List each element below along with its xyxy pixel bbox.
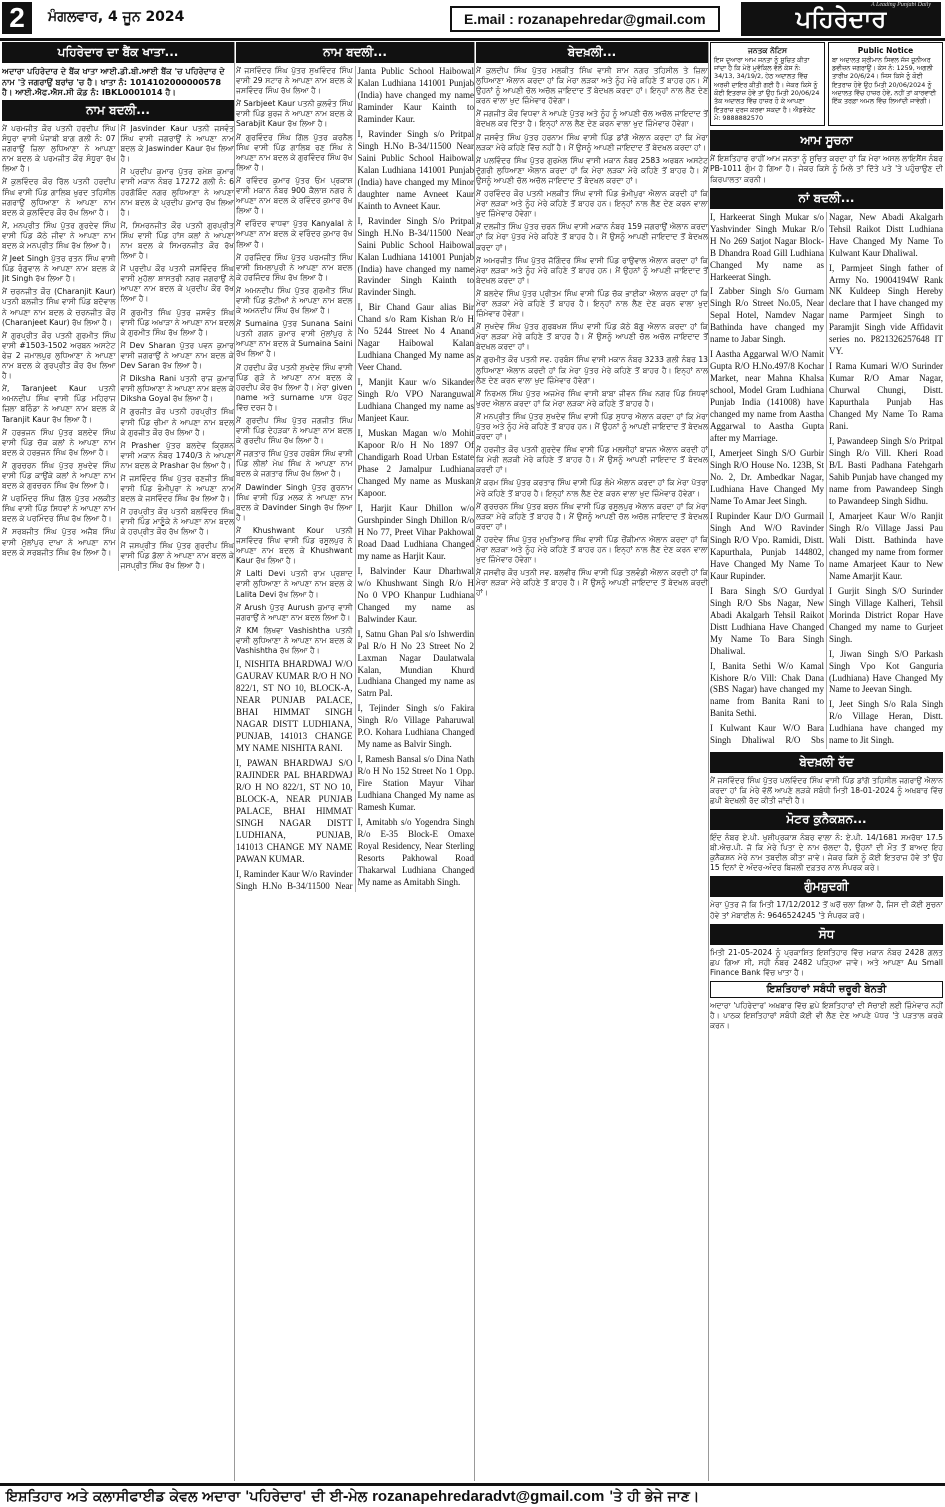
english-name-change-item: I Rama Kumari W/O Surinder Kumar R/O Amar Nagar, Churwal Chungi, Distt. Kapurthala Punjab Has Changed My Name To Rama Rani. [829,361,943,432]
name-change-list-2 [236,66,474,892]
name-change-item: ਮੈਂ ਗੁਰਵਿੰਦਰ ਸਿੰਘ ਗਿੱਲ ਪੁੱਤਰ ਕਰਨੈਲ ਸਿੰਘ ਵਾਸੀ ਪਿੰਡ ਗਾਲਿਬ ਰਣ ਸਿੰਘ ਨੇ ਆਪਣਾ ਨਾਮ ਬਦਲ ਕੇ ਗੁਰਵਿੰਦਰ ਸਿੰਘ ਰੱਖ ਲਿਆ ਹੈ। [236,132,353,172]
correction-heading: ਸੋਧ [710,924,943,945]
name-change-item: ਮੈਂ ਗੁਰਮੀਤ ਸਿੰਘ ਪੁੱਤਰ ਜਸਵੰਤ ਸਿੰਘ ਵਾਸੀ ਪਿੰਡ ਅਖਾੜਾ ਨੇ ਆਪਣਾ ਨਾਮ ਬਦਲ ਕੇ ਗੁਰਮੀਤ ਸਿੰਘ ਰੱਖ ਲਿਆ ਹੈ। [120,307,235,337]
general-notice-text: ਮੈਂ ਇਸ਼ਤਿਹਾਰ ਰਾਹੀਂ ਆਮ ਜਨਤਾ ਨੂੰ ਸੂਚਿਤ ਕਰਦਾ ਹਾਂ ਕਿ ਮੇਰਾ ਅਸਲ ਲਾਇਸੈਂਸ ਨੰਬਰ PB-1011 ਗੁੰਮ ਹੋ ਗਿਆ ਹੈ। ਜੇਕਰ ਕਿਸੇ ਨੂੰ ਮਿਲੇ ਤਾਂ ਦਿੱਤੇ ਪਤੇ 'ਤੇ ਪਹੁੰਚਾਉਣ ਦੀ ਕਿਰਪਾਲਤਾ ਕਰਨੀ। [710,154,943,184]
name-change-item: ਮੈਂ Jeet Singh ਪੁੱਤਰ ਰਤਨ ਸਿੰਘ ਵਾਸੀ ਪਿੰਡ ਰੰਗੂਵਾਲ ਨੇ ਆਪਣਾ ਨਾਮ ਬਦਲ ਕੇ Jit Singh ਰੱਖ ਲਿਆ ਹੈ। [2,254,116,284]
name-change-heading: ਨਾਮ ਬਦਲੀ... [2,100,234,121]
name-change-item: ਮੈਂ, ਸਿਮਰਨਜੀਤ ਕੌਰ ਪਤਨੀ ਗੁਰਪ੍ਰੀਤ ਸਿੰਘ ਵਾਸੀ ਪਿੰਡ ਹਾਂਸ ਕਲਾਂ ਨੇ ਆਪਣਾ ਨਾਮ ਬਦਲ ਕੇ ਸਿਮਰਨਜੀਤ ਕੌਰ ਰੱਖ ਲਿਆ ਹੈ। [120,220,234,261]
english-name-change-item: I, Tejinder Singh s/o Fakira Singh R/o Village Paharuwal P.O. Kohara Ludhiana Changed My name as Balvir Singh. [357,703,474,750]
footer-text: ਇਸ਼ਤਿਹਾਰ ਅਤੇ ਕਲਾਸੀਫਾਈਡ ਕੇਵਲ ਅਦਾਰਾ 'ਪਹਿਰੇਦਾਰ' ਦੀ ਈ-ਮੇਲ [6,1489,368,1505]
column-3 [476,42,709,1481]
english-name-change-item: I Bara Singh S/O Gurdyal Singh R/O Sbs Nagar, New Abadi Akalgarh Tehsil Raikot Distt Ludhiana Have Changed My Name To Bara Singh Dhaliwal. [710,585,824,656]
disinheritance-item: ਮੈਂ ਹਰਜੀਤ ਕੌਰ ਪਤਨੀ ਗੁਰਦੇਵ ਸਿੰਘ ਵਾਸੀ ਪਿੰਡ ਮਲਸੀਹਾਂ ਬਾਜਨ ਐਲਾਨ ਕਰਦੀ ਹਾਂ ਕਿ ਮੇਰੀ ਲੜਕੀ ਮੇਰੇ ਕਹਿਣੇ ਤੋਂ ਬਾਹਰ ਹੈ। ਮੈਂ ਉਸਨੂੰ ਆਪਣੀ ਜਾਇਦਾਦ ਤੋਂ ਬੇਦਖ਼ਲ ਕਰਦੀ ਹਾਂ। [476,445,708,475]
disinheritance-heading: ਬੇਦਖ਼ਲੀ... [476,42,708,63]
english-name-change-item: I, Balvinder Kaur Dharhwal w/o Khushwant Singh R/o H No 0 VPO Khanpur Ludhiana Changed my name as Balwinder Kaur. [357,565,474,624]
english-name-change-item: I, Raminder Kaur W/o Ravinder Singh H.No B-34/11500 Near Janta Public School Haibowal Kalan Ludhiana 141001 Punjab (India) have changed my name Raminder Kaur Kainth to Raminder Kaur. [236,66,474,891]
bank-account-text: ਅਦਾਰਾ ਪਹਿਰੇਦਾਰ ਦੇ ਬੈਂਕ ਖਾਤਾ ਆਈ.ਡੀ.ਬੀ.ਆਈ ਬੈਂਕ 'ਚ ਪਹਿਰੇਦਾਰ ਦੇ ਨਾਮ 'ਤੇ ਜਗਰਾਉਂ ਬਰਾਂਚ 'ਚ ਹੈ। ਖਾਤਾ ਨੰ: 1014102000000578 ਹੈ। ਆਈ.ਐਫ.ਐਸ.ਸੀ ਕੋਡ ਨੰ: IBKL0001014 ਹੈ। [2,66,225,98]
name-change-item: ਮੈਂ Sarbjeet Kaur ਪਤਨੀ ਕੁਲਵੰਤ ਸਿੰਘ ਵਾਸੀ ਪਿੰਡ ਬੁਰਜ ਨੇ ਆਪਣਾ ਨਾਮ ਬਦਲ ਕੇ Sarabjit Kaur ਰੱਖ ਲਿਆ ਹੈ। [236,99,353,129]
masthead-tagline: A Leading Punjabi Daily [870,2,931,8]
disinheritance-cancel-heading: ਬੇਦਖ਼ਲੀ ਰੱਦ [710,752,943,773]
motor-connection-text: ਇੰਦ ਨੰਬਰ ਏ.ਪੀ. ਖੁਸ਼ੀਪ੍ਰਕਾਸ਼ ਨੰਬਰ ਵਾਲਾ ਨੰ: ਏ.ਪੀ. 14/1681 ਸਮਰੱਥਾ 17.5 ਬੀ.ਐਚ.ਪੀ. ਜੋ ਕਿ ਮੇਰੇ ਪਿਤਾ ਦੇ ਨਾਮ ਚੱਲਦਾ ਹੈ, ਉਹਨਾਂ ਦੀ ਮੌਤ ਤੋਂ ਬਾਅਦ ਇਹ ਕੁਨੈਕਸ਼ਨ ਮੇਰੇ ਨਾਮ ਤਬਦੀਲ ਕੀਤਾ ਜਾਵੇ। ਜੇਕਰ ਕਿਸੇ ਨੂੰ ਕੋਈ ਇਤਰਾਜ਼ ਹੋਵੇ ਤਾਂ ਉਹ 15 ਦਿਨਾਂ ਦੇ ਅੰਦਰ-ਅੰਦਰ ਬਿਜਲੀ ਦਫ਼ਤਰ ਨਾਲ ਸੰਪਰਕ ਕਰੇ। [710,833,943,873]
name-change-item: ਮੈਂ Diksha Rani ਪਤਨੀ ਰਾਜ ਕੁਮਾਰ ਵਾਸੀ ਲੁਧਿਆਣਾ ਨੇ ਆਪਣਾ ਨਾਮ ਬਦਲ ਕੇ Diksha Goyal ਰੱਖ ਲਿਆ ਹੈ। [120,374,235,404]
disinheritance-item: ਮੈਂ ਗੁਰਚਰਨ ਸਿੰਘ ਪੁੱਤਰ ਬਚਨ ਸਿੰਘ ਵਾਸੀ ਪਿੰਡ ਰਸੂਲਪੁਰ ਐਲਾਨ ਕਰਦਾ ਹਾਂ ਕਿ ਮੇਰਾ ਲੜਕਾ ਮੇਰੇ ਕਹਿਣੇ ਤੋਂ ਬਾਹਰ ਹੈ। ਮੈਂ ਉਸਨੂੰ ਆਪਣੀ ਚੱਲ ਅਚੱਲ ਜਾਇਦਾਦ ਤੋਂ ਬੇਦਖ਼ਲ ਕਰਦਾ ਹਾਂ। [476,501,708,531]
name-change-item: ਮੈਂ Khushwant Kour ਪਤਨੀ ਜਸਵਿੰਦਰ ਸਿੰਘ ਵਾਸੀ ਪਿੰਡ ਰਸੂਲਪੁਰ ਨੇ ਆਪਣਾ ਨਾਮ ਬਦਲ ਕੇ Khushwant Kaur ਰੱਖ ਲਿਆ ਹੈ। [236,525,353,566]
english-name-change-item: I, Amitabh s/o Yogendra Singh R/o E-35 Block-E Omaxe Royal Residency, Near Sterling Resorts Pakhowal Road Thakarwal Ludhiana Changed My name as Amitabh Singh. [357,817,474,887]
page-number: 2 [2,2,32,34]
name-change-heading-2: ਨਾਮ ਬਦਲੀ... [236,42,474,63]
english-name-change-item: I, Bir Chand Gaur alias Bir Chand s/o Ram Kishan R/o H No 5244 Street No 4 Anand Nagar Haibowal Kalan Ludhiana Changed My name as Veer Chand. [357,302,474,373]
footer-suffix: 'ਤੇ ਹੀ ਭੇਜੇ ਜਾਣ। [609,1489,700,1505]
public-notice-2-title: Public Notice [857,46,914,55]
english-name-change-item: I, Parmjeet Singh father of Army No. 19004194W Rank NK Kuldeep Singh Hereby declare that I have changed my name Parmjeet Singh to Paramjit Singh vide Affidavit series no. P821326257648 IT VY. [829,262,943,357]
name-change-item: ਮੈਂ KM ਲਿਖਵਾ Vashishtha ਪਤਨੀ ਵਾਸੀ ਲੁਧਿਆਣਾ ਨੇ ਆਪਣਾ ਨਾਮ ਬਦਲ ਕੇ Vashishtha ਰੱਖ ਲਿਆ ਹੈ। [236,625,353,655]
ad-request-heading: ਇਸ਼ਤਿਹਾਰਾਂ ਸਬੰਧੀ ਜ਼ਰੂਰੀ ਬੇਨਤੀ [710,981,943,998]
name-change-item: ਮੈਂ ਜਸਵਿੰਦਰ ਸਿੰਘ ਪੁੱਤਰ ਸੁਖਵਿੰਦਰ ਸਿੰਘ ਵਾਸੀ 29 ਸਟਾਰ ਨੇ ਆਪਣਾ ਨਾਮ ਬਦਲ ਕੇ ਜਸਵਿੰਦਰ ਸਿੰਘ ਰੱਖ ਲਿਆ ਹੈ। [236,66,353,96]
name-change-item: ਮੈਂ, ਮਨਪ੍ਰੀਤ ਸਿੰਘ ਪੁੱਤਰ ਗੁਰਦੇਵ ਸਿੰਘ ਵਾਸੀ ਪਿੰਡ ਕੋਠੇ ਜੀਵਾ ਨੇ ਆਪਣਾ ਨਾਮ ਬਦਲ ਕੇ ਮਨਪ੍ਰੀਤ ਸਿੰਘ ਰੱਖ ਲਿਆ ਹੈ। [2,220,116,250]
disinheritance-item: ਮੈਂ ਜਗਜੀਤ ਕੌਰ ਵਿਧਵਾ ਨੇ ਆਪਣੇ ਪੁੱਤਰ ਅਤੇ ਨੂੰਹ ਨੂੰ ਆਪਣੀ ਚੱਲ ਅਚੱਲ ਜਾਇਦਾਦ ਤੋਂ ਬੇਦਖ਼ਲ ਕਰ ਦਿੱਤਾ ਹੈ। ਇਨ੍ਹਾਂ ਨਾਲ ਲੈਣ ਦੇਣ ਕਰਨ ਵਾਲਾ ਖੁਦ ਜ਼ਿੰਮੇਵਾਰ ਹੋਵੇਗਾ। [476,109,708,129]
public-notice-2-text: ਬਾ ਅਦਾਲਤ ਸ਼੍ਰੀਮਾਨ ਸਿਵਲ ਜੱਜ ਜੂਨੀਅਰ ਡਵੀਜ਼ਨ ਜਗਰਾਉਂ। ਕੇਸ ਨੰ: 1259, ਅਗਲੀ ਤਾਰੀਖ਼ 20/6/24। ਜਿਸ ਕਿਸੇ ਨੂੰ ਕੋਈ ਇਤਰਾਜ਼ ਹੋਵੇ ਉਹ ਮਿਤੀ 20/06/2024 ਨੂੰ ਅਦਾਲਤ ਵਿੱਚ ਹਾਜ਼ਰ ਹੋਵੇ, ਨਹੀਂ ਤਾਂ ਕਾਰਵਾਈ ਇੱਕ ਤਰਫ਼ਾ ਅਮਲ ਵਿੱਚ ਲਿਆਂਦੀ ਜਾਵੇਗੀ। [832,55,937,106]
name-change-item: ਮੈਂ ਜਗਤਾਰ ਸਿੰਘ ਪੁੱਤਰ ਹਰਬੰਸ ਸਿੰਘ ਵਾਸੀ ਪਿੰਡ ਲੀਲਾਂ ਮੇਘ ਸਿੰਘ ਨੇ ਆਪਣਾ ਨਾਮ ਬਦਲ ਕੇ ਜਗਤਾਰ ਸਿੰਘ ਰੱਖ ਲਿਆ ਹੈ। [236,449,353,479]
footer-email[interactable]: rozanapehredaradvt@gmail.com [372,1488,605,1505]
english-name-change-item: I, Ravinder Singh s/o Pritpal Singh H.No B-34/11500 Near Saini Public School Haibowal Kalan Ludhiana 141001 Punjab (India) have changed my Minor daughter name Avneet Kaur Kainth to Avneet Kaur. [357,128,474,211]
english-name-change-list [710,212,943,749]
name-change-item: ਮੈਂ ਗੁਰਦੀਪ ਸਿੰਘ ਪੁੱਤਰ ਜਗਜੀਤ ਸਿੰਘ ਵਾਸੀ ਪਿੰਡ ਦੇਹੜਕਾ ਨੇ ਆਪਣਾ ਨਾਮ ਬਦਲ ਕੇ ਗੁਰਦੀਪ ਸਿੰਘ ਰੱਖ ਲਿਆ ਹੈ। [236,416,353,446]
english-name-change-item: I Aastha Aggarwal W/O Namit Gupta R/O H.No.497/8 Kochar Market, near Mahna Khalsa school, Model Gram Ludhiana Punjab India (141008) have changed my name from Aastha Aggarwal to Aastha Gupta after my Marriage. [710,349,824,444]
public-notice-1 [710,42,825,126]
english-name-change-item: I, Banita Sethi W/o Kamal Kishore R/o Vill: Chak Dana (SBS Nagar) have changed my name from Banita Rani to Banita Sethi. [710,660,824,719]
name-change-item: ਮੈਂ ਸਰਬਜੀਤ ਸਿੰਘ ਪੁੱਤਰ ਅਜੈਬ ਸਿੰਘ ਵਾਸੀ ਮੁੱਲਾਂਪੁਰ ਦਾਖਾ ਨੇ ਆਪਣਾ ਨਾਮ ਬਦਲ ਕੇ ਸਰਬਜੀਤ ਸਿੰਘ ਰੱਖ ਲਿਆ ਹੈ। [2,527,116,557]
public-notice-1-title: ਜਨਤਕ ਨੋਟਿਸ [747,46,788,55]
name-change-item: ਮੈਂ ਹਰਜਿੰਦਰ ਸਿੰਘ ਪੁੱਤਰ ਪਰਮਜੀਤ ਸਿੰਘ ਵਾਸੀ ਸ਼ਿਮਲਾਪੁਰੀ ਨੇ ਆਪਣਾ ਨਾਮ ਬਦਲ ਕੇ ਹਰਜਿੰਦਰ ਸਿੰਘ ਰੱਖ ਲਿਆ ਹੈ। [236,252,353,282]
name-change-item: ਮੈਂ ਜਸਵਿੰਦਰ ਸਿੰਘ ਪੁੱਤਰ ਰਣਜੀਤ ਸਿੰਘ ਵਾਸੀ ਪਿੰਡ ਭੰਮੀਪੁਰਾ ਨੇ ਆਪਣਾ ਨਾਮ ਬਦਲ ਕੇ ਜਸਵਿੰਦਰ ਸਿੰਘ ਰੱਖ ਲਿਆ ਹੈ। [120,473,234,504]
page-footer [0,1483,945,1507]
ad-request-text: ਅਦਾਰਾ 'ਪਹਿਰੇਦਾਰ' ਅਖ਼ਬਾਰ ਵਿੱਚ ਛਪੇ ਇਸ਼ਤਿਹਾਰਾਂ ਦੀ ਸੱਚਾਈ ਲਈ ਜ਼ਿੰਮੇਵਾਰ ਨਹੀਂ ਹੈ। ਪਾਠਕ ਇਸ਼ਤਿਹਾਰਾਂ ਸਬੰਧੀ ਕੋਈ ਵੀ ਲੈਣ ਦੇਣ ਆਪਣੇ ਪੱਧਰ 'ਤੇ ਪੜਤਾਲ ਕਰਕੇ ਕਰਨ। [710,1000,943,1031]
name-change-item: ਮੈਂ ਹਰਪ੍ਰੀਤ ਕੌਰ ਪਤਨੀ ਬਲਵਿੰਦਰ ਸਿੰਘ ਵਾਸੀ ਪਿੰਡ ਮਾਣੂੰਕੇ ਨੇ ਆਪਣਾ ਨਾਮ ਬਦਲ ਕੇ ਹਰਪ੍ਰੀਤ ਕੌਰ ਰੱਖ ਲਿਆ ਹੈ। [120,507,234,537]
english-name-change-item: I, Ravinder Singh S/o Pritpal Singh H.No B-34/11500 Near Saini Public School Haibowal Kalan Ludhiana 141001 Punjab (India) have changed my name Ravinder Singh Kainth to Ravinder Singh. [357,215,474,298]
name-change-item: ਮੈਂ ਵਰਿੰਦਰ ਵਾਧਵਾ ਪੁੱਤਰ Kanyalal ਨੇ ਆਪਣਾ ਨਾਮ ਬਦਲ ਕੇ ਵਰਿੰਦਰ ਕੁਮਾਰ ਰੱਖ ਲਿਆ ਹੈ। [236,219,353,249]
column-1 [2,42,235,1481]
name-change-item: ਮੈਂ Dawinder Singh ਪੁੱਤਰ ਗੁਰਨਾਮ ਸਿੰਘ ਵਾਸੀ ਪਿੰਡ ਮਲਕ ਨੇ ਆਪਣਾ ਨਾਮ ਬਦਲ ਕੇ Davinder Singh ਰੱਖ ਲਿਆ ਹੈ। [236,482,353,522]
masthead-title: ਪਹਿਰੇਦਾਰ [795,5,887,33]
name-change-item: ਮੈਂ ਹਰਭਜਨ ਸਿੰਘ ਪੁੱਤਰ ਬਲਦੇਵ ਸਿੰਘ ਵਾਸੀ ਪਿੰਡ ਚੱਕ ਕਲਾਂ ਨੇ ਆਪਣਾ ਨਾਮ ਬਦਲ ਕੇ ਹਰਭਜਨ ਸਿੰਘ ਰੱਖ ਲਿਆ ਹੈ। [2,427,116,457]
english-name-change-item: I, Harjit Kaur Dhillon w/o Gurshpinder Singh Dhillon R/o H No 77, Preet Vihar Pakhowal Road Daad Ludhiana Changed my name as Harjit Kaur. [357,502,474,561]
name-change-item: ਮੈਂ ਗੁਰਪ੍ਰੀਤ ਕੌਰ ਪਤਨੀ ਗੁਰਮੀਤ ਸਿੰਘ ਵਾਸੀ #1503-1502 ਅਰਬਨ ਅਸਟੇਟ ਫੇਜ਼ 2 ਜਮਾਲਪੁਰ ਲੁਧਿਆਣਾ ਨੇ ਆਪਣਾ ਨਾਮ ਬਦਲ ਕੇ ਗੁਰਪ੍ਰੀਤ ਕੌਰ ਰੱਖ ਲਿਆ ਹੈ। [2,330,116,381]
english-name-change-item: I, Ramesh Bansal s/o Dina Nath R/o H No 152 Street No 1 Opp. Fire Station Mayur Vihar Ludhiana Changed My name as Ramesh Kumar. [357,754,474,813]
general-notice-heading: ਆਮ ਸੂਚਨਾ [710,130,943,151]
disinheritance-item: ਮੈਂ ਬਲਦੇਵ ਸਿੰਘ ਪੁੱਤਰ ਪ੍ਰੀਤਮ ਸਿੰਘ ਵਾਸੀ ਪਿੰਡ ਚੱਕ ਭਾਈਕਾ ਐਲਾਨ ਕਰਦਾ ਹਾਂ ਕਿ ਮੇਰਾ ਲੜਕਾ ਮੇਰੇ ਕਹਿਣੇ ਤੋਂ ਬਾਹਰ ਹੈ। ਇਨ੍ਹਾਂ ਨਾਲ ਲੈਣ ਦੇਣ ਕਰਨ ਵਾਲਾ ਖੁਦ ਜ਼ਿੰਮੇਵਾਰ ਹੋਵੇਗਾ। [476,288,708,319]
english-name-change-item: I, Pawandeep Singh S/o Pritpal Singh R/o Vill. Kheri Road B/L Basti Padhana Fatehgarh Sahib Punjab have changed my name from Pawandeep Singh to Pawandeep Singh Sidhu. [829,436,943,506]
name-change-item: ਮੈਂ ਅਮਨਦੀਪ ਸਿੰਘ ਪੁੱਤਰ ਗੁਰਮੀਤ ਸਿੰਘ ਵਾਸੀ ਪਿੰਡ ਭੱਟੀਆਂ ਨੇ ਆਪਣਾ ਨਾਮ ਬਦਲ ਕੇ ਅਮਨਦੀਪ ਸਿੰਘ ਰੱਖ ਲਿਆ ਹੈ। [236,285,353,316]
english-name-change-item: I, Harkeerat Singh Mukar s/o Yashvinder Singh Mukar R/o H No 269 Satjot Nagar Block-B Dhandra Road Gill Ludhiana Changed My name as Harkeerat Singh. [710,211,824,282]
public-notice-1-text: ਇਸ ਦੁਆਰਾ ਆਮ ਜਨਤਾ ਨੂੰ ਸੂਚਿਤ ਕੀਤਾ ਜਾਂਦਾ ਹੈ ਕਿ ਮੇਰੇ ਮੁਵੱਕਿਲ ਵੱਲੋਂ ਕੇਸ ਨੰ: 34/13, 34/19/2, ਹੇਠ ਅਦਾਲਤ ਵਿੱਚ ਅਰਜ਼ੀ ਦਾਇਰ ਕੀਤੀ ਗਈ ਹੈ। ਜੇਕਰ ਕਿਸੇ ਨੂੰ ਕੋਈ ਇਤਰਾਜ਼ ਹੋਵੇ ਤਾਂ ਉਹ ਮਿਤੀ 20/06/24 ਤੱਕ ਅਦਾਲਤ ਵਿੱਚ ਹਾਜ਼ਰ ਹੋ ਕੇ ਆਪਣਾ ਇਤਰਾਜ਼ ਦਰਜ ਕਰਵਾ ਸਕਦਾ ਹੈ। ਐਡਵੋਕੇਟ ਮੋ: 9888882570 [714,55,820,123]
name-change-item: ਮੈਂ Sumaina ਪੁੱਤਰ Sunana Saini ਪਤਨੀ ਗਗਨ ਕੁਮਾਰ ਵਾਸੀ ਮੁੱਲਾਂਪੁਰ ਨੇ ਆਪਣਾ ਨਾਮ ਬਦਲ ਕੇ Sumaina Saini ਰੱਖ ਲਿਆ ਹੈ। [236,319,353,359]
name-change-item: ਮੈਂ ਗੁਰਚਰਨ ਸਿੰਘ ਪੁੱਤਰ ਸੁਖਦੇਵ ਸਿੰਘ ਵਾਸੀ ਪਿੰਡ ਕਾਉਂਕੇ ਕਲਾਂ ਨੇ ਆਪਣਾ ਨਾਮ ਬਦਲ ਕੇ ਗੁਰਚਰਨ ਸਿੰਘ ਰੱਖ ਲਿਆ ਹੈ। [2,460,116,491]
name-change-item: ਮੈਂ ਪ੍ਰਦੀਪ ਕੁਮਾਰ ਪੁੱਤਰ ਰਮੇਸ਼ ਕੁਮਾਰ ਵਾਸੀ ਮਕਾਨ ਨੰਬਰ 17272 ਗਲੀ ਨੰ: 6 ਹਰਗੋਬਿੰਦ ਨਗਰ ਲੁਧਿਆਣਾ ਨੇ ਆਪਣਾ ਨਾਮ ਬਦਲ ਕੇ ਪ੍ਰਦੀਪ ਕੁਮਾਰ ਰੱਖ ਲਿਆ ਹੈ। [120,167,234,217]
english-name-change-item: I, Manjit Kaur w/o Sikander Singh R/o VPO Naranguwal Ludhiana Changed my name as Manjeet Kaur. [357,377,474,424]
correction-text: ਮਿਤੀ 21-05-2024 ਨੂੰ ਪ੍ਰਕਾਸ਼ਿਤ ਇਸ਼ਤਿਹਾਰ ਵਿੱਚ ਮਕਾਨ ਨੰਬਰ 2428 ਗਲਤ ਛਪ ਗਿਆ ਸੀ, ਸਹੀ ਨੰਬਰ 2482 ਪੜ੍ਹਿਆ ਜਾਵੇ। ਅਤੇ ਆਪਣਾ Au Small Finance Bank ਵਿੱਚ ਖਾਤਾ ਹੈ। [710,947,943,977]
name-change-item: ਮੈਂ ਰਵਿੰਦਰ ਕੁਮਾਰ ਪੁੱਤਰ ਓਮ ਪ੍ਰਕਾਸ਼ ਵਾਸੀ ਮਕਾਨ ਨੰਬਰ 900 ਕੈਲਾਸ਼ ਨਗਰ ਨੇ ਆਪਣਾ ਨਾਮ ਬਦਲ ਕੇ ਰਵਿੰਦਰ ਕੁਮਾਰ ਰੱਖ ਲਿਆ ਹੈ। [236,175,353,216]
english-name-change-item: I, Muskan Magan w/o Mohit Kapoor R/o H No 1897 Of Chandigarh Road Urban Estate Phase 2 Jamalpur Ludhiana Changed My name as Muskan Kapoor. [357,428,474,498]
name-change-item: ਮੈਂ Lalti Devi ਪਤਨੀ ਰਾਮ ਪ੍ਰਸ਼ਾਦ ਵਾਸੀ ਲੁਧਿਆਣਾ ਨੇ ਆਪਣਾ ਨਾਮ ਬਦਲ ਕੇ Lalita Devi ਰੱਖ ਲਿਆ ਹੈ। [236,569,353,599]
name-change-item: ਮੈਂ ਹਰਦੀਪ ਕੌਰ ਪਤਨੀ ਸੁਖਦੇਵ ਸਿੰਘ ਵਾਸੀ ਪਿੰਡ ਗੁੜੇ ਨੇ ਆਪਣਾ ਨਾਮ ਬਦਲ ਕੇ ਹਰਦੀਪ ਕੌਰ ਰੱਖ ਲਿਆ ਹੈ। ਮੇਰਾ given name ਅਤੇ surname ਪਾਸ ਪੋਰਟ ਵਿੱਚ ਦਰਜ ਹੈ। [236,362,353,412]
name-change-item: ਮੈਂ ਪਰਮਿੰਦਰ ਸਿੰਘ ਗਿੱਲ ਪੁੱਤਰ ਮਲਕੀਤ ਸਿੰਘ ਵਾਸੀ ਪਿੰਡ ਸਿਧਵਾਂ ਨੇ ਆਪਣਾ ਨਾਮ ਬਦਲ ਕੇ ਪਰਮਿੰਦਰ ਸਿੰਘ ਰੱਖ ਲਿਆ ਹੈ। [2,494,116,524]
english-name-change-heading: ਨਾਂ ਬਦਲੀ... [710,188,943,209]
english-name-change-item: I Rupinder Kaur D/O Gurmail Singh And W/O Ravinder Singh R/O Vpo. Ramidi, Distt. Kapurthala, Punjab 144802, Have Changed My Name To Kaur Rupinder. [710,510,824,581]
name-change-list [2,124,234,571]
english-name-change-item: I, PAWAN BHARDWAJ S/O RAJINDER PAL BHARDWAJ R/O H NO 822/1, ST NO 10, BLOCK-A, NEAR PUNJAB PALACE, BHAI HIMMAT SINGH NAGAR DISTT LUDHIANA, PUNJAB, 141013 CHANGE MY NAME PAWAN KUMAR. [236,757,353,864]
english-name-change-item: I Zabber Singh S/o Gurnam Singh R/o Street No.05, Near Sepal Hotel, Namdev Nagar Bathinda have changed my name to Jabar Singh. [710,286,824,345]
header-email[interactable]: E.mail : rozanapehredar@gmail.com [450,6,720,32]
english-name-change-item: I, Jeet Singh S/o Rala Singh R/o Village Heran, Distt. Ludhiana have changed my name to Jit Singh. [829,699,943,746]
name-change-item: ਮੈਂ Jasvinder Kaur ਪਤਨੀ ਜਸਵੰਤ ਸਿੰਘ ਵਾਸੀ ਜਗਰਾਉਂ ਨੇ ਆਪਣਾ ਨਾਮ ਬਦਲ ਕੇ Jaswinder Kaur ਰੱਖ ਲਿਆ ਹੈ। [120,123,234,164]
english-name-change-item: I Gurjit Singh S/O Surinder Singh Village Kalheri, Tehsil Morinda District Ropar Have Changed my name to Gurjeet Singh. [829,585,943,644]
missing-person-heading: ਗੁੰਮਸ਼ੁਦਗੀ [710,876,943,897]
motor-connection-heading: ਮੋਟਰ ਕੁਨੈਕਸ਼ਨ... [710,809,943,830]
disinheritance-cancel-text: ਮੈਂ ਜਸਵਿੰਦਰ ਸਿੰਘ ਪੁੱਤਰ ਪਲਵਿੰਦਰ ਸਿੰਘ ਵਾਸੀ ਪਿੰਡ ਡਾਂਗੋ ਤਹਿਸੀਲ ਜਗਰਾਉਂ ਐਲਾਨ ਕਰਦਾ ਹਾਂ ਕਿ ਮੇਰੇ ਵੱਲੋਂ ਆਪਣੇ ਲੜਕੇ ਸਬੰਧੀ ਮਿਤੀ 18-01-2024 ਨੂੰ ਅਖ਼ਬਾਰ ਵਿੱਚ ਛਪੀ ਬੇਦਖ਼ਲੀ ਰੱਦ ਕੀਤੀ ਜਾਂਦੀ ਹੈ। [710,775,943,805]
name-change-item: ਮੈਂ ਚਰਨਜੀਤ ਕੌਰ (Charanjit Kaur) ਪਤਨੀ ਬਲਜੀਤ ਸਿੰਘ ਵਾਸੀ ਪਿੰਡ ਬਦੋਵਾਲ ਨੇ ਆਪਣਾ ਨਾਮ ਬਦਲ ਕੇ ਚਰਨਜੀਤ ਕੌਰ (Charanjeet Kaur) ਰੱਖ ਲਿਆ ਹੈ। [2,287,116,327]
english-name-change-item: I, NISHITA BHARDWAJ W/O GAURAV KUMAR R/O H NO 822/1, ST NO 10, BLOCK-A, NEAR PUNJAB PALACE, BHAI HIMMAT SINGH NAGAR DISTT LUDHIANA, PUNJAB, 141013 CHANGE MY NAME NISHITA RANI. [236,659,353,753]
disinheritance-list [476,66,708,599]
english-name-change-item: I, Jiwan Singh S/O Parkash Singh Vpo Kot Ganguria (Ludhiana) Have Changed My Name to Jeevan Singh. [829,648,943,695]
missing-person-text: ਮੇਰਾ ਪੁੱਤਰ ਜੋ ਕਿ ਮਿਤੀ 17/12/2012 ਤੋਂ ਘਰੋਂ ਚਲਾ ਗਿਆ ਹੈ, ਜਿਸ ਦੀ ਕੋਈ ਸੂਚਨਾ ਹੋਵੇ ਤਾਂ ਮੋਬਾਈਲ ਨੰ: 9646524245 'ਤੇ ਸੰਪਰਕ ਕਰੋ। [710,900,943,920]
disinheritance-item: ਮੈਂ ਹਰਦੇਵ ਸਿੰਘ ਪੁੱਤਰ ਮੁਖਤਿਆਰ ਸਿੰਘ ਵਾਸੀ ਪਿੰਡ ਚੌਂਕੀਮਾਨ ਐਲਾਨ ਕਰਦਾ ਹਾਂ ਕਿ ਮੇਰਾ ਲੜਕਾ ਅਤੇ ਨੂੰਹ ਮੇਰੇ ਕਹਿਣੇ ਤੋਂ ਬਾਹਰ ਹਨ। ਇਨ੍ਹਾਂ ਨਾਲ ਲੈਣ ਦੇਣ ਕਰਨ ਵਾਲਾ ਖੁਦ ਜ਼ਿੰਮੇਵਾਰ ਹੋਵੇਗਾ। [476,534,708,565]
name-change-item: ਮੈਂ Dev Sharan ਪੁੱਤਰ ਪਵਨ ਕੁਮਾਰ ਵਾਸੀ ਜਗਰਾਉਂ ਨੇ ਆਪਣਾ ਨਾਮ ਬਦਲ ਕੇ Dev Saran ਰੱਖ ਲਿਆ ਹੈ। [120,340,234,371]
name-change-item: ਮੈਂ ਪਰਮਜੀਤ ਕੌਰ ਪਤਨੀ ਹਰਦੀਪ ਸਿੰਘ ਸੰਧੂਰਾ ਵਾਸੀ ਪੰਜਾਬੀ ਬਾਗ ਗਲੀ ਨੰ: 07 ਜਗਰਾਉਂ ਜ਼ਿਲਾ ਲੁਧਿਆਣਾ ਨੇ ਆਪਣਾ ਨਾਮ ਬਦਲ ਕੇ ਪਰਮਜੀਤ ਕੌਰ ਸੰਧੂਰਾ ਰੱਖ ਲਿਆ ਹੈ। [2,123,116,174]
page-header [0,0,945,41]
bank-account-heading: ਪਹਿਰੇਦਾਰ ਦਾ ਬੈਂਕ ਖਾਤਾ... [2,42,234,63]
column-4 [710,42,943,1481]
name-change-item: ਮੈਂ ਕੁਲਵਿੰਦਰ ਕੌਰ ਰਿੱਲ ਪਤਨੀ ਹਰਦੀਪ ਸਿੰਘ ਵਾਸੀ ਪਿੰਡ ਗਾਲਿਬ ਖੁਰਦ ਤਹਿਸੀਲ ਜਗਰਾਉਂ ਲੁਧਿਆਣਾ ਨੇ ਆਪਣਾ ਨਾਮ ਬਦਲ ਕੇ ਕੁਲਵਿੰਦਰ ਕੌਰ ਰੱਖ ਲਿਆ ਹੈ। [2,177,116,217]
disinheritance-item: ਮੈਂ ਸੁਖਦੇਵ ਸਿੰਘ ਪੁੱਤਰ ਗੁਰਬਖਸ਼ ਸਿੰਘ ਵਾਸੀ ਪਿੰਡ ਕੋਠੇ ਬੱਗੂ ਐਲਾਨ ਕਰਦਾ ਹਾਂ ਕਿ ਮੇਰਾ ਲੜਕਾ ਮੇਰੇ ਕਹਿਣੇ ਤੋਂ ਬਾਹਰ ਹੈ। ਮੈਂ ਉਸਨੂੰ ਆਪਣੀ ਚੱਲ ਅਚੱਲ ਜਾਇਦਾਦ ਤੋਂ ਬੇਦਖ਼ਲ ਕਰਦਾ ਹਾਂ। [476,322,708,352]
disinheritance-item: ਮੈਂ ਅਮਰਜੀਤ ਸਿੰਘ ਪੁੱਤਰ ਜੋਗਿੰਦਰ ਸਿੰਘ ਵਾਸੀ ਪਿੰਡ ਰਾਉਵਾਲ ਐਲਾਨ ਕਰਦਾ ਹਾਂ ਕਿ ਮੇਰਾ ਲੜਕਾ ਅਤੇ ਨੂੰਹ ਮੇਰੇ ਕਹਿਣੇ ਤੋਂ ਬਾਹਰ ਹਨ। ਮੈਂ ਉਹਨਾਂ ਨੂੰ ਆਪਣੀ ਜਾਇਦਾਦ ਤੋਂ ਬੇਦਖ਼ਲ ਕਰਦਾ ਹਾਂ। [476,255,708,285]
disinheritance-item: ਮੈਂ ਨਿਰਮਲ ਸਿੰਘ ਪੁੱਤਰ ਅਜਮੇਰ ਸਿੰਘ ਵਾਸੀ ਬਾਬਾ ਜੀਵਨ ਸਿੰਘ ਨਗਰ ਪਿੰਡ ਸਿਧਵਾਂ ਖੁਰਦ ਐਲਾਨ ਕਰਦਾ ਹਾਂ ਕਿ ਮੇਰਾ ਲੜਕਾ ਮੇਰੇ ਕਹਿਣੇ ਤੋਂ ਬਾਹਰ ਹੈ। [476,388,708,408]
disinheritance-item: ਮੈਂ ਕਰਮ ਸਿੰਘ ਪੁੱਤਰ ਕਰਤਾਰ ਸਿੰਘ ਵਾਸੀ ਪਿੰਡ ਲੰਮੇ ਐਲਾਨ ਕਰਦਾ ਹਾਂ ਕਿ ਮੇਰਾ ਪੋਤਰਾ ਮੇਰੇ ਕਹਿਣੇ ਤੋਂ ਬਾਹਰ ਹੈ। ਇਨ੍ਹਾਂ ਨਾਲ ਲੈਣ ਦੇਣ ਕਰਨ ਵਾਲਾ ਖੁਦ ਜ਼ਿੰਮੇਵਾਰ ਹੋਵੇਗਾ। [476,478,708,498]
english-name-change-item: I Kulwant Kaur W/O Bara Singh Dhaliwal R/O Sbs Nagar, New Abadi Akalgarh Tehsil Raikot Distt Ludhiana Have Changed My Name To Kulwant Kaur Dhaliwal. [710,211,943,746]
disinheritance-item: ਮੈਂ ਜਸਵੰਤ ਸਿੰਘ ਪੁੱਤਰ ਹਰਨਾਮ ਸਿੰਘ ਵਾਸੀ ਪਿੰਡ ਡਾਂਗੋ ਐਲਾਨ ਕਰਦਾ ਹਾਂ ਕਿ ਮੇਰਾ ਲੜਕਾ ਮੇਰੇ ਕਹਿਣੇ ਵਿੱਚ ਨਹੀਂ ਹੈ। ਮੈਂ ਉਸਨੂੰ ਆਪਣੀ ਜਾਇਦਾਦ ਤੋਂ ਬੇਦਖ਼ਲ ਕਰਦਾ ਹਾਂ। [476,132,708,152]
disinheritance-item: ਮੈਂ ਪਲਵਿੰਦਰ ਸਿੰਘ ਪੁੱਤਰ ਗੁਰਮੇਲ ਸਿੰਘ ਵਾਸੀ ਮਕਾਨ ਨੰਬਰ 2583 ਅਰਬਨ ਅਸਟੇਟ ਦੁੱਗਰੀ ਲੁਧਿਆਣਾ ਐਲਾਨ ਕਰਦਾ ਹਾਂ ਕਿ ਮੇਰਾ ਲੜਕਾ ਮੇਰੇ ਕਹਿਣੇ ਤੋਂ ਬਾਹਰ ਹੈ। ਮੈਂ ਉਸਨੂੰ ਆਪਣੀ ਚੱਲ ਅਚੱਲ ਜਾਇਦਾਦ ਤੋਂ ਬੇਦਖ਼ਲ ਕਰਦਾ ਹਾਂ। [476,155,708,185]
name-change-item: ਮੈਂ Arush ਪੁੱਤਰ Aurush ਕੁਮਾਰ ਵਾਸੀ ਜਗਰਾਉਂ ਨੇ ਆਪਣਾ ਨਾਮ ਬਦਲ ਲਿਆ ਹੈ। [236,602,353,622]
newspaper-masthead [741,2,941,36]
english-name-change-item: I, Amerjeet Singh S/O Gurbir Singh R/O House No. 123B, St No. 2, Dr. Ambedkar Nagar, Ludhiana Have Changed My Name To Amar Jeet Singh. [710,448,824,506]
public-notice-2 [828,42,943,126]
name-change-item: ਮੈਂ Prasher ਪੁੱਤਰ ਬਲਦੇਵ ਕ੍ਰਿਸ਼ਨ ਵਾਸੀ ਮਕਾਨ ਨੰਬਰ 1740/3 ਨੇ ਆਪਣਾ ਨਾਮ ਬਦਲ ਕੇ Prashar ਰੱਖ ਲਿਆ ਹੈ। [120,440,234,470]
disinheritance-item: ਮੈਂ ਕੁਲਦੀਪ ਸਿੰਘ ਪੁੱਤਰ ਮਲਕੀਤ ਸਿੰਘ ਵਾਸੀ ਸ਼ਾਮ ਨਗਰ ਤਹਿਸੀਲ ਤੇ ਜ਼ਿਲਾ ਲੁਧਿਆਣਾ ਐਲਾਨ ਕਰਦਾ ਹਾਂ ਕਿ ਮੇਰਾ ਲੜਕਾ ਅਤੇ ਨੂੰਹ ਮੇਰੇ ਕਹਿਣੇ ਤੋਂ ਬਾਹਰ ਹਨ। ਮੈਂ ਉਹਨਾਂ ਨੂੰ ਆਪਣੀ ਚੱਲ ਅਚੱਲ ਜਾਇਦਾਦ ਤੋਂ ਬੇਦਖ਼ਲ ਕਰਦਾ ਹਾਂ। ਇਨ੍ਹਾਂ ਨਾਲ ਲੈਣ ਦੇਣ ਕਰਨ ਵਾਲਾ ਖੁਦ ਜ਼ਿੰਮੇਵਾਰ ਹੋਵੇਗਾ। [476,66,708,106]
name-change-item: ਮੈਂ ਗੁਰਜੀਤ ਕੌਰ ਪਤਨੀ ਹਰਪ੍ਰੀਤ ਸਿੰਘ ਵਾਸੀ ਪਿੰਡ ਚੀਮਾ ਨੇ ਆਪਣਾ ਨਾਮ ਬਦਲ ਕੇ ਗੁਰਜੀਤ ਕੌਰ ਰੱਖ ਲਿਆ ਹੈ। [120,407,234,437]
name-change-item: ਮੈਂ, Taranjeet Kaur ਪਤਨੀ ਅਮਨਦੀਪ ਸਿੰਘ ਵਾਸੀ ਪਿੰਡ ਮਹਿਰਾਜ ਜ਼ਿਲਾ ਬਠਿੰਡਾ ਨੇ ਆਪਣਾ ਨਾਮ ਬਦਲ ਕੇ Taranjit Kaur ਰੱਖ ਲਿਆ ਹੈ। [2,384,116,424]
name-change-item: ਮੈਂ ਜਸਪ੍ਰੀਤ ਸਿੰਘ ਪੁੱਤਰ ਗੁਰਦੀਪ ਸਿੰਘ ਵਾਸੀ ਪਿੰਡ ਡੱਲਾ ਨੇ ਆਪਣਾ ਨਾਮ ਬਦਲ ਕੇ ਜਸਪ੍ਰੀਤ ਸਿੰਘ ਰੱਖ ਲਿਆ ਹੈ। [120,540,234,570]
english-name-change-item: I, Satnu Ghan Pal s/o Ishwerdin Pal R/o H No 23 Street No 2 Laxman Nagar Daulatwala Kalan, Mundian Khurd Ludhiana Changed my name as Satrn Pal. [357,628,474,699]
issue-date: ਮੰਗਲਵਾਰ, 4 ਜੂਨ 2024 [48,9,185,25]
disinheritance-item: ਮੈਂ ਜਸਵੀਰ ਕੌਰ ਪਤਨੀ ਸਵ. ਬਲਵੀਰ ਸਿੰਘ ਵਾਸੀ ਪਿੰਡ ਤਲਵੰਡੀ ਐਲਾਨ ਕਰਦੀ ਹਾਂ ਕਿ ਮੇਰਾ ਲੜਕਾ ਮੇਰੇ ਕਹਿਣੇ ਤੋਂ ਬਾਹਰ ਹੈ। ਮੈਂ ਉਸਨੂੰ ਆਪਣੀ ਜਾਇਦਾਦ ਤੋਂ ਬੇਦਖ਼ਲ ਕਰਦੀ ਹਾਂ। [476,568,708,598]
disinheritance-item: ਮੈਂ ਹਰਵਿੰਦਰ ਕੌਰ ਪਤਨੀ ਮਲਕੀਤ ਸਿੰਘ ਵਾਸੀ ਪਿੰਡ ਭੰਮੀਪੁਰਾ ਐਲਾਨ ਕਰਦੀ ਹਾਂ ਕਿ ਮੇਰਾ ਲੜਕਾ ਅਤੇ ਨੂੰਹ ਮੇਰੇ ਕਹਿਣੇ ਤੋਂ ਬਾਹਰ ਹਨ। ਇਨ੍ਹਾਂ ਨਾਲ ਲੈਣ ਦੇਣ ਕਰਨ ਵਾਲਾ ਖੁਦ ਜ਼ਿੰਮੇਵਾਰ ਹੋਵੇਗਾ। [476,189,708,219]
english-name-change-item: I, Amarjeet Kaur W/o Ranjit Singh R/o Village Jassi Pau Wali Distt. Bathinda have changed my name from former name Amarjeet Kaur to New Name Amarjit Kaur. [829,510,943,581]
disinheritance-item: ਮੈਂ ਮਨਪ੍ਰੀਤ ਸਿੰਘ ਪੁੱਤਰ ਸੁਖਦੇਵ ਸਿੰਘ ਵਾਸੀ ਪਿੰਡ ਸੁਧਾਰ ਐਲਾਨ ਕਰਦਾ ਹਾਂ ਕਿ ਮੇਰਾ ਪੁੱਤਰ ਅਤੇ ਨੂੰਹ ਮੇਰੇ ਕਹਿਣੇ ਤੋਂ ਬਾਹਰ ਹਨ। ਮੈਂ ਉਹਨਾਂ ਨੂੰ ਆਪਣੀ ਜਾਇਦਾਦ ਤੋਂ ਬੇਦਖ਼ਲ ਕਰਦਾ ਹਾਂ। [476,411,708,442]
name-change-item: ਮੈਂ ਪ੍ਰਦੀਪ ਕੌਰ ਪਤਨੀ ਜਸਵਿੰਦਰ ਸਿੰਘ ਵਾਸੀ ਮੁਹੱਲਾ ਸ਼ਾਸਤਰੀ ਨਗਰ ਜਗਰਾਉਂ ਨੇ ਆਪਣਾ ਨਾਮ ਬਦਲ ਕੇ ਪ੍ਰਦੀਪ ਕੌਰ ਰੱਖ ਲਿਆ ਹੈ। [120,264,234,304]
disinheritance-item: ਮੈਂ ਗੁਰਮੀਤ ਕੌਰ ਪਤਨੀ ਸਵ. ਹਰਬੰਸ ਸਿੰਘ ਵਾਸੀ ਮਕਾਨ ਨੰਬਰ 3233 ਗਲੀ ਨੰਬਰ 13 ਲੁਧਿਆਣਾ ਐਲਾਨ ਕਰਦੀ ਹਾਂ ਕਿ ਮੇਰਾ ਪੁੱਤਰ ਮੇਰੇ ਕਹਿਣੇ ਤੋਂ ਬਾਹਰ ਹੈ। ਇਨ੍ਹਾਂ ਨਾਲ ਲੈਣ ਦੇਣ ਕਰਨ ਵਾਲਾ ਖੁਦ ਜ਼ਿੰਮੇਵਾਰ ਹੋਵੇਗਾ। [476,355,708,385]
column-2 [236,42,475,1481]
disinheritance-item: ਮੈਂ ਦਲਜੀਤ ਸਿੰਘ ਪੁੱਤਰ ਚਰਨ ਸਿੰਘ ਵਾਸੀ ਮਕਾਨ ਨੰਬਰ 159 ਜਗਰਾਉਂ ਐਲਾਨ ਕਰਦਾ ਹਾਂ ਕਿ ਮੇਰਾ ਪੁੱਤਰ ਮੇਰੇ ਕਹਿਣੇ ਤੋਂ ਬਾਹਰ ਹੈ। ਮੈਂ ਉਸਨੂੰ ਆਪਣੀ ਜਾਇਦਾਦ ਤੋਂ ਬੇਦਖ਼ਲ ਕਰਦਾ ਹਾਂ। [476,222,708,252]
